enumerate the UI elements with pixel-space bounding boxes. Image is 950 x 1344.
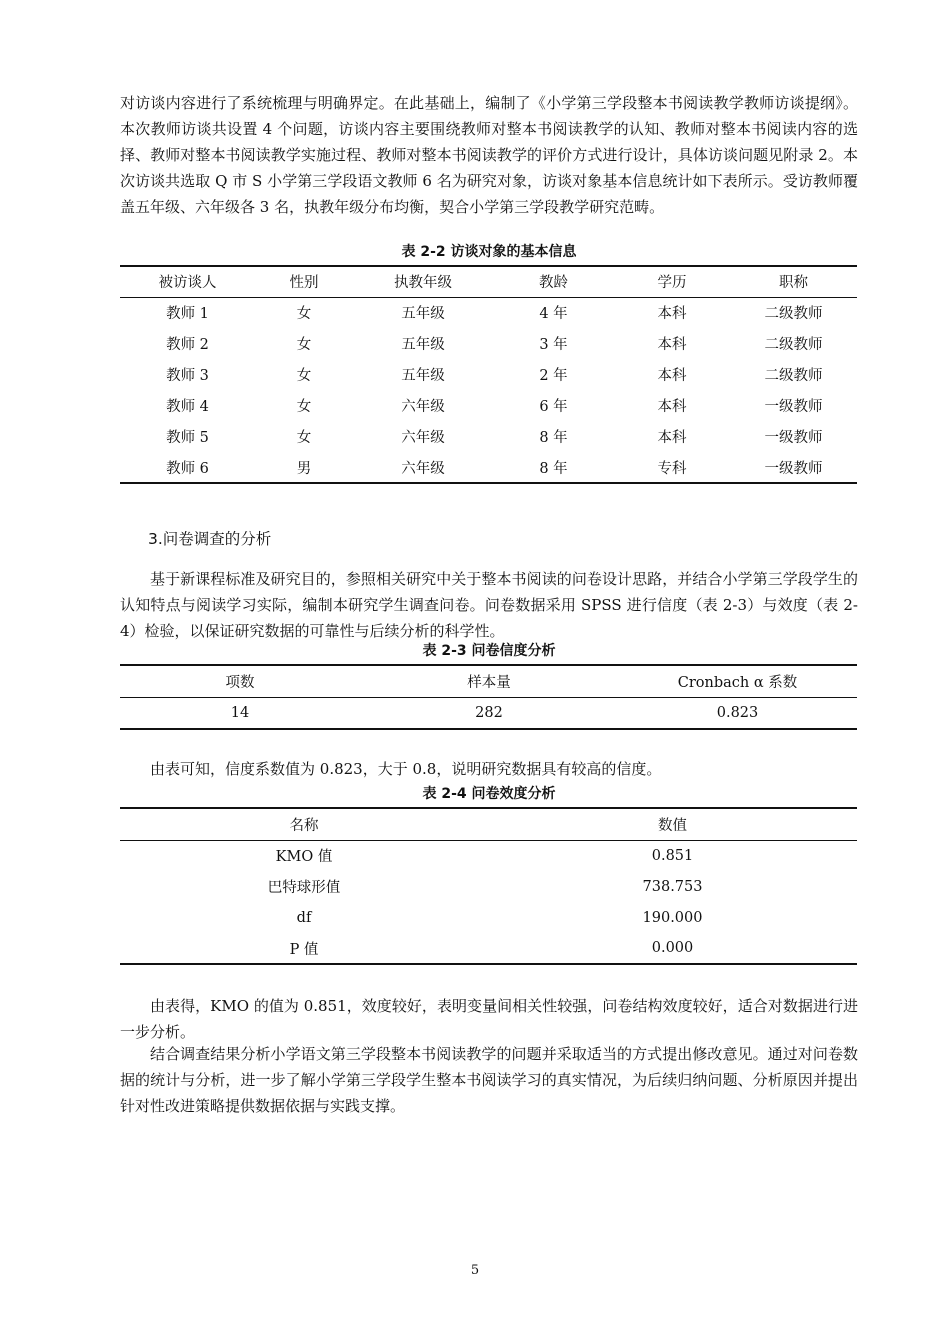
table-cell: df — [296, 909, 312, 926]
table-row — [120, 390, 857, 421]
table-2-4-caption: 表 2-4 问卷效度分析 — [422, 786, 556, 802]
survey-paragraph: 基于新课程标准及研究目的，参照相关研究中关于整本书阅读的问卷设计思路，并结合小学第三学段学生的认知特点与阅读学习实际，编制本研究学生调查问卷。问卷数据采用 SPSS 进行信度（表 2-3）与效度（表 2-4）检验，以保证研究数据的可靠性与后续分析的科学性。 — [120, 570, 858, 640]
table-2-2-caption: 表 2-2 访谈对象的基本信息 — [401, 244, 577, 260]
conclusion-paragraph: 结合调查结果分析小学语文第三学段整本书阅读教学的问题并采取适当的方式提出修改意见。通过对问卷数据的统计与分析，进一步了解小学第三学段学生整本书阅读学习的真实情况，为后续归纳问题、分析原因并提出针对性改进策略提供数据依据与实践支撑。 — [120, 1045, 858, 1115]
table-cell: 一级教师 — [764, 430, 823, 446]
column-header: 项数 — [120, 665, 360, 697]
table-cell: 女 — [296, 306, 312, 323]
table-row — [120, 840, 857, 871]
table-cell: 本科 — [657, 399, 687, 415]
table-row — [120, 421, 857, 452]
column-header: 被访谈人 — [120, 266, 255, 297]
column-header: 教龄 — [493, 266, 614, 297]
table-header-row — [120, 266, 857, 297]
table-row — [120, 452, 857, 483]
column-header: 名称 — [120, 808, 488, 840]
table-cell: 4 年 — [539, 306, 568, 323]
column-header: 样本量 — [360, 665, 618, 697]
table-cell: 本科 — [657, 337, 687, 353]
column-header: 数值 — [488, 808, 857, 840]
table-cell: 8 年 — [539, 430, 568, 446]
table-row — [120, 933, 857, 964]
column-header: 职称 — [730, 266, 857, 297]
table-cell: 女 — [296, 368, 312, 384]
table-cell: 一级教师 — [764, 460, 823, 477]
table-cell: 女 — [296, 430, 312, 446]
table-cell: 282 — [475, 704, 503, 721]
table-cell: 女 — [296, 337, 312, 353]
table-cell: 二级教师 — [764, 337, 823, 353]
table-cell: 教师 1 — [166, 306, 209, 323]
table-row — [120, 359, 857, 390]
validity-table — [120, 807, 857, 965]
column-header: 性别 — [255, 266, 353, 297]
table-cell: 五年级 — [401, 337, 445, 353]
table-cell: 0.823 — [716, 704, 759, 721]
page-number: 5 — [470, 1263, 480, 1278]
table-cell: 教师 6 — [166, 460, 209, 477]
table-cell: 3 年 — [539, 337, 568, 353]
table-row — [120, 697, 857, 729]
reliability-table — [120, 664, 857, 730]
reliability-note: 由表可知，信度系数值为 0.823，大于 0.8，说明研究数据具有较高的信度。 — [150, 760, 662, 778]
table-cell: 0.851 — [651, 847, 694, 864]
table-cell: P 值 — [289, 941, 319, 958]
table-cell: KMO 值 — [275, 849, 333, 866]
table-cell: 女 — [296, 399, 312, 415]
validity-note: 由表得，KMO 的值为 0.851，效度较好，表明变量间相关性较强，问卷结构效度较好，适合对数据进行进一步分析。 — [120, 997, 858, 1041]
table-cell: 8 年 — [539, 460, 568, 477]
table-cell: 本科 — [657, 368, 687, 384]
table-cell: 二级教师 — [764, 306, 823, 323]
table-cell: 六年级 — [401, 460, 445, 477]
table-row — [120, 871, 857, 902]
table-cell: 教师 5 — [166, 430, 209, 446]
intro-paragraph: 对访谈内容进行了系统梳理与明确界定。在此基础上，编制了《小学第三学段整本书阅读教学教师访谈提纲》。本次教师访谈共设置 4 个问题，访谈内容主要围绕教师对整本书阅读教学的认知、教师对整本书阅读内容的选择、教师对整本书阅读教学实施过程、教师对整本书阅读教学的评价方式进行设计，具体访谈问题见附录 2。本次访谈共选取 Q 市 S 小学第三学段语文教师 6 名为研究对象，访谈对象基本信息统计如下表所示。受访教师覆盖五年级、六年级各 3 名，执教年级分布均衡，契合小学第三学段教学研究范畴。 — [120, 94, 858, 216]
table-cell: 14 — [230, 704, 250, 721]
table-cell: 190.000 — [642, 909, 703, 926]
table-cell: 教师 4 — [166, 399, 209, 415]
table-cell: 六年级 — [401, 430, 445, 446]
table-cell: 2 年 — [539, 368, 568, 384]
column-header: 执教年级 — [353, 266, 493, 297]
table-2-3-caption: 表 2-3 问卷信度分析 — [422, 643, 556, 659]
table-header-row — [120, 808, 857, 840]
table-row — [120, 297, 857, 328]
table-cell: 五年级 — [401, 368, 445, 384]
column-header: Cronbach α 系数 — [618, 665, 857, 697]
table-cell: 专科 — [657, 460, 687, 477]
table-cell: 五年级 — [401, 306, 445, 323]
interviewee-info-table — [120, 265, 857, 484]
table-row — [120, 328, 857, 359]
section-heading: 3.问卷调查的分析 — [148, 530, 272, 548]
table-cell: 巴特球形值 — [267, 880, 341, 896]
table-cell: 6 年 — [539, 399, 568, 415]
table-row — [120, 902, 857, 933]
table-cell: 教师 3 — [166, 368, 209, 384]
table-cell: 本科 — [657, 306, 687, 323]
table-cell: 本科 — [657, 430, 687, 446]
table-cell: 一级教师 — [764, 399, 823, 415]
table-header-row — [120, 665, 857, 697]
table-cell: 教师 2 — [166, 337, 209, 353]
table-cell: 二级教师 — [764, 368, 823, 384]
table-cell: 男 — [296, 460, 312, 477]
column-header: 学历 — [614, 266, 730, 297]
table-cell: 738.753 — [642, 878, 703, 895]
table-cell: 六年级 — [401, 399, 445, 415]
table-cell: 0.000 — [651, 940, 694, 956]
